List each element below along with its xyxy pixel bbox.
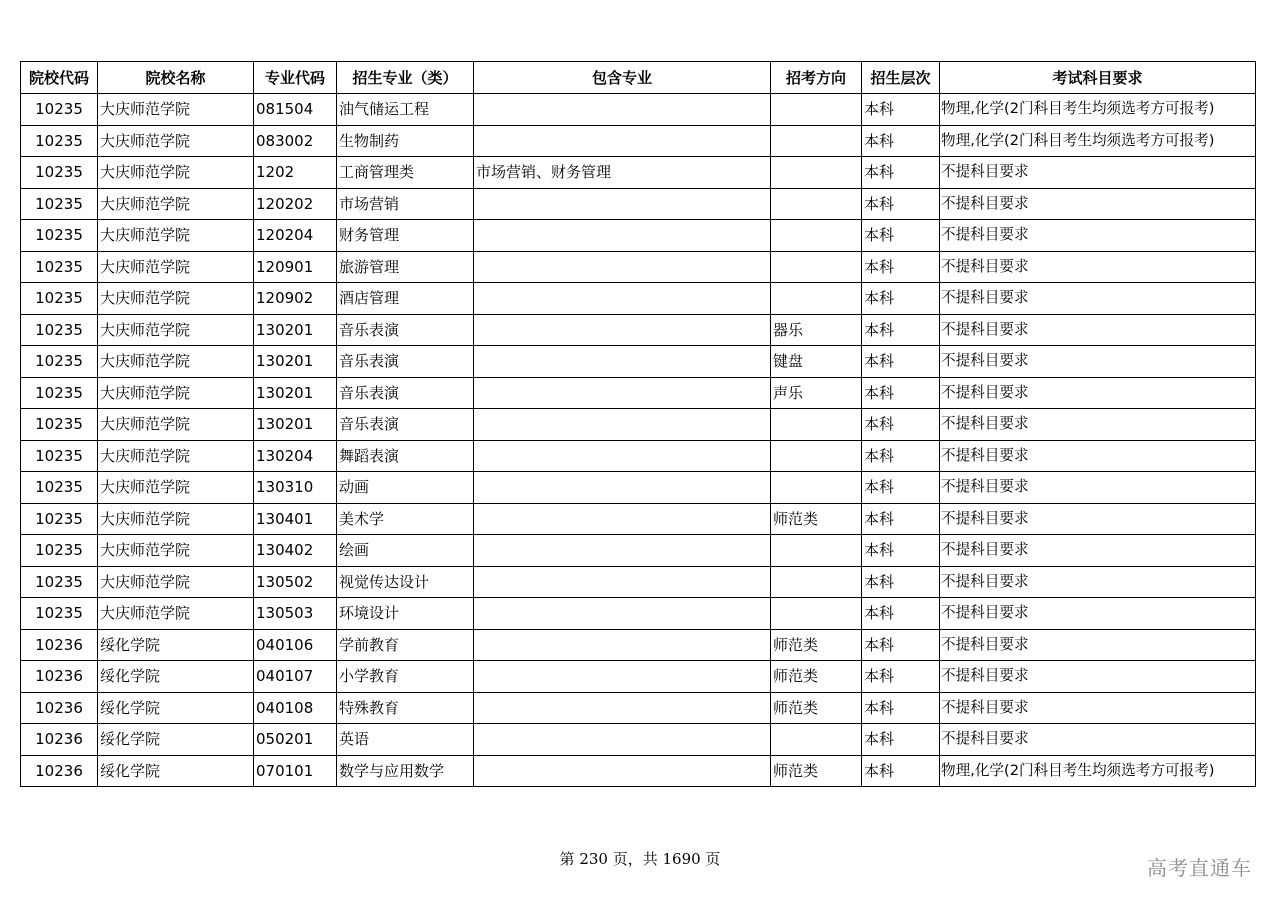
- cell-included-majors: [474, 346, 771, 378]
- cell-major: 环境设计: [337, 598, 474, 630]
- cell-subject-requirements: 不提科目要求: [940, 440, 1256, 472]
- cell-level: 本科: [862, 220, 940, 252]
- cell-included-majors: [474, 692, 771, 724]
- cell-direction: [771, 409, 862, 441]
- cell-school-code: 10235: [21, 283, 98, 315]
- cell-major: 视觉传达设计: [337, 566, 474, 598]
- cell-school-name: 大庆师范学院: [98, 377, 254, 409]
- table-row: [21, 535, 1256, 567]
- cell-direction: 师范类: [771, 629, 862, 661]
- cell-level: 本科: [862, 377, 940, 409]
- cell-major: 特殊教育: [337, 692, 474, 724]
- cell-major: 生物制药: [337, 125, 474, 157]
- cell-included-majors: [474, 409, 771, 441]
- cell-subject-requirements: 不提科目要求: [940, 535, 1256, 567]
- cell-subject-requirements: 不提科目要求: [940, 157, 1256, 189]
- cell-school-name: 大庆师范学院: [98, 283, 254, 315]
- header-major-code: 专业代码: [254, 62, 337, 94]
- cell-level: 本科: [862, 440, 940, 472]
- cell-direction: [771, 94, 862, 126]
- cell-included-majors: 市场营销、财务管理: [474, 157, 771, 189]
- cell-major-code: 130204: [254, 440, 337, 472]
- cell-subject-requirements: 不提科目要求: [940, 472, 1256, 504]
- cell-level: 本科: [862, 535, 940, 567]
- cell-direction: [771, 188, 862, 220]
- cell-direction: 师范类: [771, 755, 862, 787]
- cell-included-majors: [474, 724, 771, 756]
- header-major: 招生专业（类）: [337, 62, 474, 94]
- cell-subject-requirements: 不提科目要求: [940, 661, 1256, 693]
- cell-level: 本科: [862, 188, 940, 220]
- cell-level: 本科: [862, 503, 940, 535]
- cell-school-name: 大庆师范学院: [98, 346, 254, 378]
- table-row: [21, 251, 1256, 283]
- cell-direction: [771, 440, 862, 472]
- cell-major-code: 130503: [254, 598, 337, 630]
- table-row: [21, 503, 1256, 535]
- cell-level: 本科: [862, 94, 940, 126]
- table-body: [21, 94, 1256, 787]
- cell-major: 绘画: [337, 535, 474, 567]
- cell-included-majors: [474, 629, 771, 661]
- cell-school-name: 大庆师范学院: [98, 472, 254, 504]
- cell-school-code: 10235: [21, 440, 98, 472]
- cell-included-majors: [474, 755, 771, 787]
- cell-school-code: 10235: [21, 503, 98, 535]
- cell-major-code: 130201: [254, 314, 337, 346]
- cell-school-code: 10235: [21, 157, 98, 189]
- cell-major-code: 120901: [254, 251, 337, 283]
- cell-direction: [771, 566, 862, 598]
- table-header-row: [21, 62, 1256, 94]
- cell-school-name: 大庆师范学院: [98, 220, 254, 252]
- cell-subject-requirements: 物理,化学(2门科目考生均须选考方可报考): [940, 125, 1256, 157]
- cell-major-code: 130402: [254, 535, 337, 567]
- cell-direction: 师范类: [771, 503, 862, 535]
- cell-subject-requirements: 不提科目要求: [940, 188, 1256, 220]
- cell-level: 本科: [862, 157, 940, 189]
- cell-subject-requirements: 不提科目要求: [940, 503, 1256, 535]
- cell-direction: [771, 535, 862, 567]
- cell-school-code: 10235: [21, 346, 98, 378]
- table-row: [21, 566, 1256, 598]
- cell-major-code: 081504: [254, 94, 337, 126]
- cell-major: 工商管理类: [337, 157, 474, 189]
- cell-level: 本科: [862, 598, 940, 630]
- cell-major-code: 070101: [254, 755, 337, 787]
- cell-level: 本科: [862, 314, 940, 346]
- cell-direction: [771, 125, 862, 157]
- cell-major-code: 120204: [254, 220, 337, 252]
- cell-major: 财务管理: [337, 220, 474, 252]
- cell-included-majors: [474, 377, 771, 409]
- cell-level: 本科: [862, 251, 940, 283]
- cell-subject-requirements: 不提科目要求: [940, 629, 1256, 661]
- cell-direction: 师范类: [771, 661, 862, 693]
- cell-school-name: 大庆师范学院: [98, 566, 254, 598]
- cell-school-name: 绥化学院: [98, 661, 254, 693]
- cell-direction: 师范类: [771, 692, 862, 724]
- cell-direction: 器乐: [771, 314, 862, 346]
- cell-major-code: 050201: [254, 724, 337, 756]
- table-row: [21, 125, 1256, 157]
- cell-major: 市场营销: [337, 188, 474, 220]
- cell-major: 美术学: [337, 503, 474, 535]
- table-row: [21, 188, 1256, 220]
- cell-school-name: 大庆师范学院: [98, 440, 254, 472]
- cell-school-name: 大庆师范学院: [98, 125, 254, 157]
- cell-major-code: 040106: [254, 629, 337, 661]
- cell-level: 本科: [862, 125, 940, 157]
- cell-school-name: 大庆师范学院: [98, 598, 254, 630]
- cell-school-code: 10235: [21, 409, 98, 441]
- header-school-name: 院校名称: [98, 62, 254, 94]
- cell-included-majors: [474, 314, 771, 346]
- cell-direction: 声乐: [771, 377, 862, 409]
- cell-school-code: 10235: [21, 535, 98, 567]
- table-row: [21, 283, 1256, 315]
- cell-school-code: 10236: [21, 661, 98, 693]
- cell-school-code: 10235: [21, 94, 98, 126]
- cell-major-code: 083002: [254, 125, 337, 157]
- cell-school-name: 大庆师范学院: [98, 251, 254, 283]
- header-direction: 招考方向: [771, 62, 862, 94]
- cell-school-name: 大庆师范学院: [98, 157, 254, 189]
- table-row: [21, 220, 1256, 252]
- table-row: [21, 409, 1256, 441]
- cell-subject-requirements: 不提科目要求: [940, 283, 1256, 315]
- cell-level: 本科: [862, 755, 940, 787]
- cell-school-code: 10235: [21, 220, 98, 252]
- cell-subject-requirements: 不提科目要求: [940, 377, 1256, 409]
- cell-major-code: 130201: [254, 409, 337, 441]
- table-row: [21, 377, 1256, 409]
- page-number: 第 230 页，共 1690 页: [559, 850, 721, 868]
- cell-school-code: 10235: [21, 377, 98, 409]
- cell-school-code: 10236: [21, 755, 98, 787]
- cell-school-name: 绥化学院: [98, 629, 254, 661]
- cell-level: 本科: [862, 566, 940, 598]
- cell-level: 本科: [862, 346, 940, 378]
- cell-direction: [771, 251, 862, 283]
- cell-direction: [771, 283, 862, 315]
- cell-subject-requirements: 不提科目要求: [940, 409, 1256, 441]
- cell-included-majors: [474, 503, 771, 535]
- cell-major: 小学教育: [337, 661, 474, 693]
- cell-level: 本科: [862, 724, 940, 756]
- table-row: [21, 724, 1256, 756]
- cell-subject-requirements: 不提科目要求: [940, 251, 1256, 283]
- cell-included-majors: [474, 535, 771, 567]
- table-row: [21, 94, 1256, 126]
- table-row: [21, 755, 1256, 787]
- cell-level: 本科: [862, 661, 940, 693]
- cell-included-majors: [474, 283, 771, 315]
- cell-school-name: 绥化学院: [98, 755, 254, 787]
- cell-school-code: 10236: [21, 692, 98, 724]
- watermark: 高考直通车: [1147, 856, 1252, 880]
- admissions-table: [20, 61, 1256, 787]
- cell-major: 音乐表演: [337, 314, 474, 346]
- cell-subject-requirements: 不提科目要求: [940, 724, 1256, 756]
- cell-level: 本科: [862, 409, 940, 441]
- table-row: [21, 157, 1256, 189]
- cell-major: 数学与应用数学: [337, 755, 474, 787]
- cell-school-code: 10235: [21, 472, 98, 504]
- cell-direction: [771, 472, 862, 504]
- cell-subject-requirements: 物理,化学(2门科目考生均须选考方可报考): [940, 755, 1256, 787]
- cell-included-majors: [474, 440, 771, 472]
- cell-major-code: 130201: [254, 346, 337, 378]
- cell-major: 酒店管理: [337, 283, 474, 315]
- cell-major: 动画: [337, 472, 474, 504]
- cell-subject-requirements: 不提科目要求: [940, 692, 1256, 724]
- cell-subject-requirements: 不提科目要求: [940, 220, 1256, 252]
- cell-included-majors: [474, 472, 771, 504]
- cell-major: 英语: [337, 724, 474, 756]
- cell-major-code: 130310: [254, 472, 337, 504]
- cell-major-code: 040107: [254, 661, 337, 693]
- cell-major: 音乐表演: [337, 377, 474, 409]
- cell-subject-requirements: 不提科目要求: [940, 566, 1256, 598]
- cell-direction: [771, 220, 862, 252]
- cell-included-majors: [474, 598, 771, 630]
- cell-major-code: 130201: [254, 377, 337, 409]
- header-level: 招生层次: [862, 62, 940, 94]
- cell-major: 音乐表演: [337, 409, 474, 441]
- cell-included-majors: [474, 251, 771, 283]
- cell-school-name: 绥化学院: [98, 692, 254, 724]
- table-row: [21, 661, 1256, 693]
- cell-subject-requirements: 不提科目要求: [940, 598, 1256, 630]
- cell-major: 学前教育: [337, 629, 474, 661]
- table-row: [21, 472, 1256, 504]
- cell-school-name: 大庆师范学院: [98, 188, 254, 220]
- cell-major: 舞蹈表演: [337, 440, 474, 472]
- cell-subject-requirements: 物理,化学(2门科目考生均须选考方可报考): [940, 94, 1256, 126]
- table-row: [21, 440, 1256, 472]
- cell-included-majors: [474, 220, 771, 252]
- cell-school-name: 大庆师范学院: [98, 94, 254, 126]
- header-included-majors: 包含专业: [474, 62, 771, 94]
- cell-school-name: 绥化学院: [98, 724, 254, 756]
- cell-major: 音乐表演: [337, 346, 474, 378]
- cell-school-code: 10235: [21, 125, 98, 157]
- table-row: [21, 346, 1256, 378]
- cell-school-name: 大庆师范学院: [98, 314, 254, 346]
- cell-major-code: 040108: [254, 692, 337, 724]
- cell-included-majors: [474, 188, 771, 220]
- cell-major-code: 130502: [254, 566, 337, 598]
- cell-subject-requirements: 不提科目要求: [940, 346, 1256, 378]
- cell-direction: [771, 598, 862, 630]
- cell-major-code: 1202: [254, 157, 337, 189]
- cell-school-code: 10236: [21, 629, 98, 661]
- cell-level: 本科: [862, 283, 940, 315]
- cell-school-name: 大庆师范学院: [98, 535, 254, 567]
- cell-school-code: 10235: [21, 251, 98, 283]
- cell-major-code: 130401: [254, 503, 337, 535]
- cell-included-majors: [474, 125, 771, 157]
- cell-school-name: 大庆师范学院: [98, 409, 254, 441]
- cell-direction: [771, 157, 862, 189]
- table-row: [21, 692, 1256, 724]
- cell-subject-requirements: 不提科目要求: [940, 314, 1256, 346]
- header-subject-requirements: 考试科目要求: [940, 62, 1256, 94]
- cell-major: 旅游管理: [337, 251, 474, 283]
- cell-school-code: 10235: [21, 566, 98, 598]
- cell-school-code: 10235: [21, 314, 98, 346]
- table-row: [21, 314, 1256, 346]
- table-row: [21, 629, 1256, 661]
- header-school-code: 院校代码: [21, 62, 98, 94]
- cell-school-code: 10236: [21, 724, 98, 756]
- cell-school-name: 大庆师范学院: [98, 503, 254, 535]
- cell-direction: 键盘: [771, 346, 862, 378]
- cell-major: 油气储运工程: [337, 94, 474, 126]
- cell-level: 本科: [862, 692, 940, 724]
- cell-school-code: 10235: [21, 188, 98, 220]
- cell-major-code: 120202: [254, 188, 337, 220]
- cell-included-majors: [474, 661, 771, 693]
- cell-school-code: 10235: [21, 598, 98, 630]
- cell-direction: [771, 724, 862, 756]
- cell-level: 本科: [862, 472, 940, 504]
- cell-level: 本科: [862, 629, 940, 661]
- cell-included-majors: [474, 566, 771, 598]
- cell-included-majors: [474, 94, 771, 126]
- table-row: [21, 598, 1256, 630]
- cell-major-code: 120902: [254, 283, 337, 315]
